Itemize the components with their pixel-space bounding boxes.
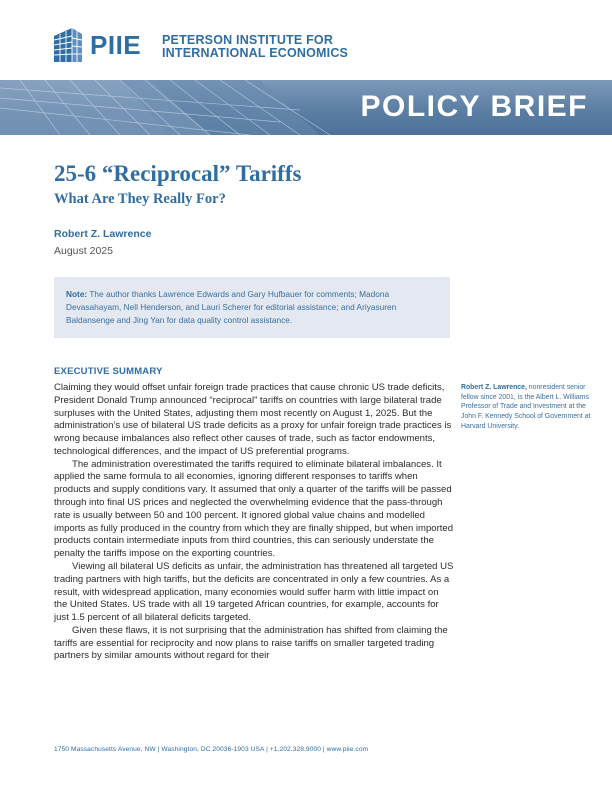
author-bio-sidebar xyxy=(461,383,591,432)
executive-summary-body xyxy=(54,382,454,663)
note-text: The author thanks Lawrence Edwards and Gary Hufbauer for comments; Madona Devasahayam, Nell Henderson, and Lauri Scherer for editorial assistance; and Ariyasuren Baldansenge and Jing Yan for data quality control assistance. xyxy=(66,289,397,325)
policy-brief-label: POLICY BRIEF xyxy=(360,90,588,123)
page-subtitle: What Are They Really For? xyxy=(54,191,226,207)
section-heading: EXECUTIVE SUMMARY xyxy=(54,366,163,377)
paragraph: The administration overestimated the tariffs required to eliminate bilateral imbalances. It applied the same formula to all economies, ignoring different responses to tariffs when products and supply conditions vary. It assumed that only a quarter of the tariffs will be passed through into final US prices and neglected the overwhelming evidence that the pass-through rate is usually between 50 and 100 percent. It ignored global value chains and modelled imports as fully produced in the country from which they are finally shipped, but when imported products contain intermediate inputs from third countries, this can seriously understate the penalty the tariffs impose on the exporting countries. xyxy=(54,458,454,560)
logo-abbreviation: PIIE xyxy=(90,30,142,60)
footer-contact: 1750 Massachusetts Avenue, NW | Washington, DC 20036-1903 USA | +1.202.328.9000 | www.piie.com xyxy=(54,746,369,753)
acknowledgments-note xyxy=(54,277,450,338)
publication-date: August 2025 xyxy=(54,245,113,257)
note-label: Note: xyxy=(66,289,88,299)
logo-institute-name: PETERSON INSTITUTE FOR INTERNATIONAL ECONOMICS xyxy=(162,33,349,60)
piie-logo xyxy=(52,26,349,64)
bio-text: nonresident senior fellow since 2001, is the Albert L. Williams Professor of Trade and Investment at the John F. Kennedy School of Government at Harvard University. xyxy=(461,384,591,430)
bio-author-name: Robert Z. Lawrence, xyxy=(461,384,527,391)
building-logo-icon xyxy=(52,26,84,64)
page-title: 25-6 “Reciprocal” Tariffs xyxy=(54,161,302,186)
paragraph: Given these flaws, it is not surprising that the administration has shifted from claiming the tariffs are essential for reciprocity and now plans to raise tariffs on smaller targeted trading partners by similar amounts without regard for their xyxy=(54,624,448,662)
policy-brief-banner xyxy=(0,80,612,135)
author-name: Robert Z. Lawrence xyxy=(54,228,152,240)
paragraph: Viewing all bilateral US deficits as unfair, the administration has threatened all targeted US trading partners with high tariffs, but the deficits are concentrated in only a few countries. As a result, with widespread application, many economies would suffer harm with little impact on the United States. US trade with all 19 targeted African countries, for example, accounts for just 1.5 percent of all bilateral deficits targeted. xyxy=(54,560,454,624)
paragraph: Claiming they would offset unfair foreign trade practices that cause chronic US trade deficits, President Donald Trump announced “reciprocal” tariffs on countries with large bilateral trade surpluses with the United States, adjusting them most recently on August 1, 2025. But the administration’s use of bilateral US trade deficits as a proxy for unfair foreign trade practices is wrong because imbalances also reflect other causes of trade, such as factor endowments, technological differences, and the impact of US preferential programs. xyxy=(54,382,452,457)
